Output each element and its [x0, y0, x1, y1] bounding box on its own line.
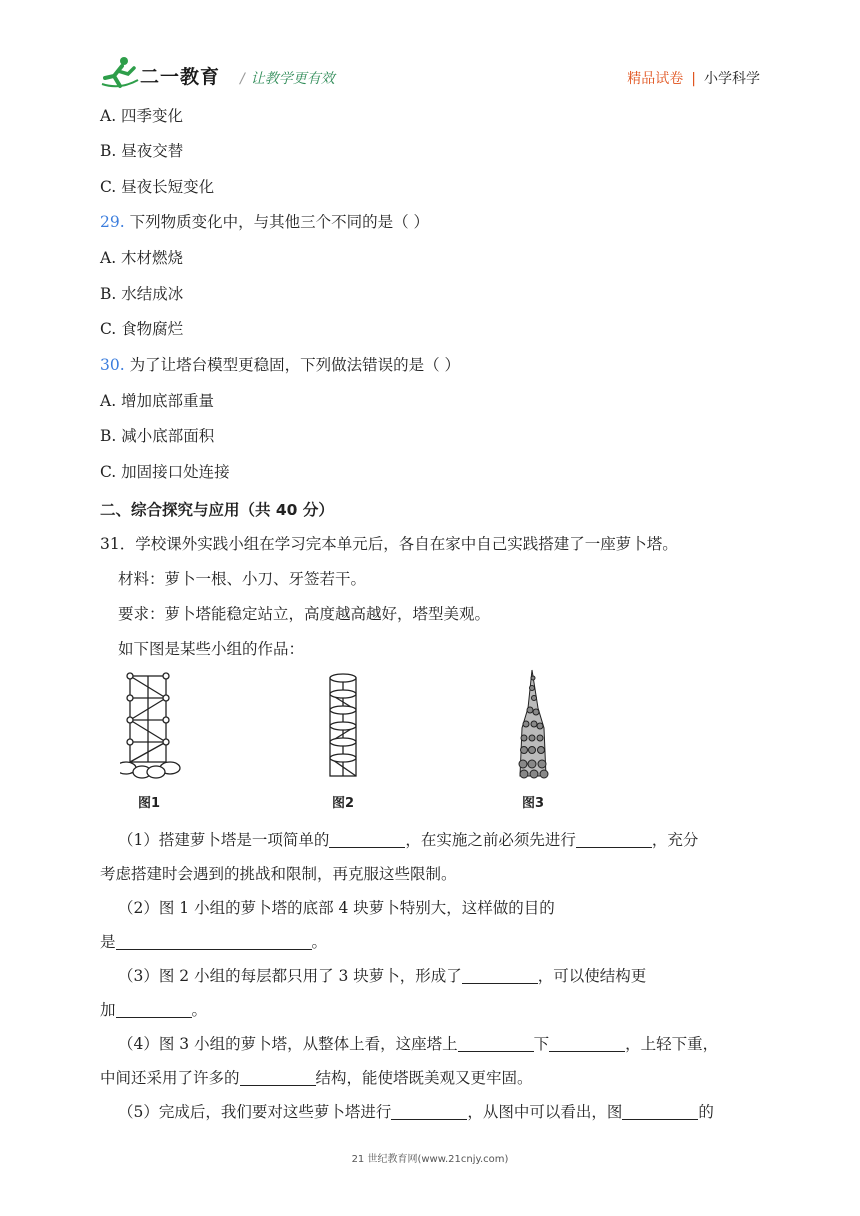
q31-sub2: （2）图 1 小组的萝卜塔的底部 4 块萝卜特别大，这样做的目的: [118, 899, 555, 917]
page-footer: 21 世纪教育网(www.21cnjy.com): [351, 1154, 509, 1165]
q31-stem: 31．学校课外实践小组在学习完本单元后，各自在家中自己实践搭建了一座萝卜塔。: [100, 535, 678, 553]
tower-figures-svg: [120, 668, 580, 788]
q29-option-b: B. 水结成冰: [100, 285, 184, 303]
figure-2-caption: 图2: [332, 796, 355, 811]
q29-stem: 29. 下列物质变化中，与其他三个不同的是（ ）: [100, 213, 430, 231]
q30-option-c: C. 加固接口处连接: [100, 463, 230, 481]
q31-sub3: （3）图 2 小组的每层都只用了 3 块萝卜，形成了 ，可以使结构更: [118, 967, 647, 985]
q31-materials: 材料：萝卜一根、小刀、牙签若干。: [118, 570, 367, 588]
answer-blank[interactable]: [458, 1035, 534, 1052]
logo: [100, 54, 230, 94]
answer-blank[interactable]: [576, 831, 652, 848]
logo-text: 二一教育: [140, 66, 221, 88]
tower-figure-1: [120, 673, 180, 778]
header-subject: 小学科学: [704, 71, 760, 87]
q30-option-a: A. 增加底部重量: [100, 392, 215, 410]
q31-intro: 如下图是某些小组的作品：: [118, 640, 305, 658]
q31-sub3-cont: 加 。: [100, 1001, 208, 1019]
answer-blank[interactable]: [329, 831, 405, 848]
q31-sub4-cont: 中间还采用了许多的 结构，能使塔既美观又更牢固。: [100, 1069, 533, 1087]
q29-option-a: A. 木材燃烧: [100, 249, 184, 267]
q28-option-a: A. 四季变化: [100, 107, 184, 125]
page-header: [100, 52, 760, 94]
answer-blank[interactable]: [622, 1103, 698, 1120]
answer-blank[interactable]: [549, 1035, 625, 1052]
section-title: 二、综合探究与应用（共 40 分）: [100, 501, 334, 519]
q31-sub1-cont: 考虑搭建时会遇到的挑战和限制，再克服这些限制。: [100, 865, 457, 883]
q29-option-c: C. 食物腐烂: [100, 320, 184, 338]
q31-sub1: （1）搭建萝卜塔是一项简单的 ，在实施之前必须先进行 ，充分: [118, 831, 699, 849]
q31-requirements: 要求：萝卜塔能稳定站立，高度越高越好，塔型美观。: [118, 605, 491, 623]
answer-blank[interactable]: [240, 1069, 316, 1086]
q30-stem: 30. 为了让塔台模型更稳固，下列做法错误的是（ ）: [100, 356, 461, 374]
tower-figures: [120, 668, 580, 811]
figure-1-caption: 图1: [138, 796, 161, 811]
q28-option-b: B. 昼夜交替: [100, 142, 184, 160]
answer-blank[interactable]: [116, 933, 312, 950]
header-right: 精品试卷 | 小学科学: [627, 71, 760, 87]
q31-sub4: （4）图 3 小组的萝卜塔，从整体上看，这座塔上 下 ，上轻下重，: [118, 1035, 719, 1053]
runner-logo-icon: [100, 54, 140, 90]
tower-figure-3: [519, 670, 548, 778]
answer-blank[interactable]: [391, 1103, 467, 1120]
answer-blank[interactable]: [116, 1001, 192, 1018]
q28-option-c: C. 昼夜长短变化: [100, 178, 215, 196]
q29-number: 29.: [100, 213, 125, 231]
header-tag: 精品试卷: [627, 71, 684, 87]
slogan: / 让教学更有效: [240, 71, 335, 87]
figure-3-caption: 图3: [522, 796, 545, 811]
q31-sub5: （5）完成后，我们要对这些萝卜塔进行 ，从图中可以看出，图 的: [118, 1103, 714, 1121]
q30-number: 30.: [100, 356, 125, 374]
q30-option-b: B. 减小底部面积: [100, 427, 215, 445]
answer-blank[interactable]: [462, 967, 538, 984]
q31-sub2-cont: 是 。: [100, 933, 328, 951]
tower-figure-2: [330, 674, 356, 776]
